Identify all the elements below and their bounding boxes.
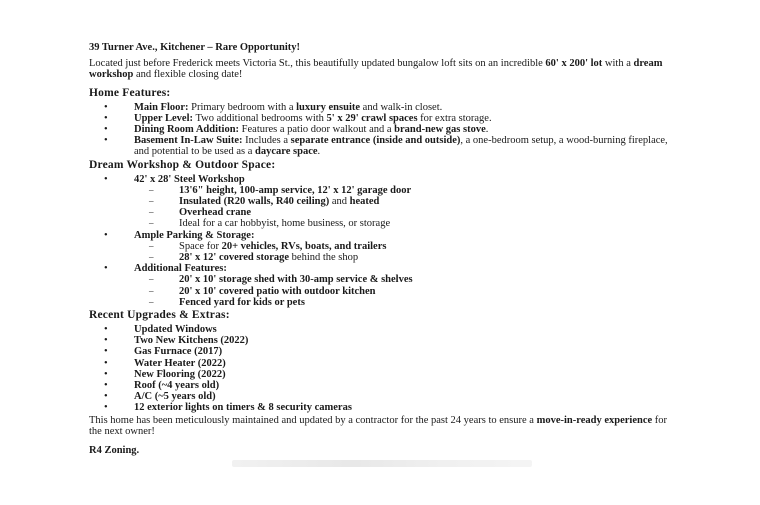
bullet-icon: • <box>104 112 108 124</box>
section-2 <box>89 159 679 308</box>
bullet-icon: • <box>104 101 108 113</box>
bold-text: Gas Furnace (2017) <box>134 346 223 358</box>
listing-intro <box>89 58 679 80</box>
text-run: , a one-bedroom setup, a wood-burning fireplace, and potential to be used as a <box>134 135 668 158</box>
bold-text: 28' x 12' covered storage <box>179 252 290 264</box>
text-run: Features a patio door walkout and a <box>239 124 395 136</box>
bullet-icon: • <box>104 402 108 414</box>
bold-text: New Flooring (2022) <box>134 368 226 380</box>
text-run: behind the shop <box>289 252 359 264</box>
text-run: Located just before Frederick meets Victoria St., this beautifully updated bungalow loft sits on an incredible <box>89 58 546 70</box>
text-run: for the next owner! <box>89 414 668 437</box>
bullet-icon: • <box>104 380 108 392</box>
bold-text: 20+ vehicles, RVs, boats, and trailers <box>221 240 387 252</box>
sub-list-item-text <box>179 274 413 285</box>
section-heading: Home Features: <box>89 86 171 99</box>
text-run: . <box>485 124 489 136</box>
text-run: Includes a <box>242 135 291 147</box>
bold-text: Upper Level: <box>134 112 194 124</box>
bold-text: 20' x 10' covered patio with outdoor kitchen <box>179 285 376 297</box>
list-item <box>89 263 679 308</box>
dash-bullet-icon: – <box>149 252 154 263</box>
sub-list-item-text <box>179 185 411 196</box>
sub-list-item-text <box>179 207 251 218</box>
list-item <box>89 380 679 391</box>
dash-bullet-icon: – <box>149 184 154 195</box>
bold-text: Dining Room Addition: <box>134 124 240 136</box>
bullet-list <box>89 174 679 308</box>
sub-list-item <box>89 196 679 207</box>
list-item <box>89 174 679 230</box>
bold-text: dream workshop <box>89 58 663 81</box>
sub-bullet-list <box>134 241 679 263</box>
list-item-text <box>134 324 217 335</box>
bullet-icon: • <box>104 346 108 358</box>
list-item <box>89 402 679 413</box>
dash-bullet-icon: – <box>149 196 154 207</box>
text-run: Primary bedroom with a <box>188 101 297 113</box>
bullet-icon: • <box>104 391 108 403</box>
list-item-text <box>134 263 227 274</box>
bullet-icon: • <box>104 324 108 336</box>
sub-list-item <box>89 252 679 263</box>
sub-list-item <box>89 185 679 196</box>
feature-sections <box>89 87 679 414</box>
section-1 <box>89 87 679 158</box>
list-item-text <box>134 102 442 113</box>
bold-text: move-in-ready experience <box>536 414 653 426</box>
bold-text: 20' x 10' storage shed with 30-amp service & shelves <box>179 274 413 286</box>
listing-title: 39 Turner Ave., Kitchener – Rare Opportunity! <box>89 42 300 53</box>
list-item-text <box>134 346 222 357</box>
list-item <box>89 358 679 369</box>
bold-text: Additional Features: <box>134 263 227 275</box>
section-3 <box>89 309 679 414</box>
bold-text: 42' x 28' Steel Workshop <box>134 173 245 185</box>
bold-text: Two New Kitchens (2022) <box>134 335 249 347</box>
sub-list-item-text <box>179 286 376 297</box>
list-item <box>89 346 679 357</box>
sub-list-item <box>89 207 679 218</box>
list-item <box>89 391 679 402</box>
bold-text: Water Heater (2022) <box>134 357 226 369</box>
list-item-text <box>134 391 216 402</box>
list-item <box>89 335 679 346</box>
faint-footer-text <box>232 460 532 467</box>
bold-text: Fenced yard for kids or pets <box>179 296 305 308</box>
bold-text: A/C (~5 years old) <box>134 391 216 403</box>
list-item-text <box>134 174 245 185</box>
sub-list-item <box>89 218 679 229</box>
bold-text: Updated Windows <box>134 324 217 336</box>
list-item-text <box>134 369 226 380</box>
bold-text: Insulated (R20 walls, R40 ceiling) <box>179 196 330 208</box>
text-run: Ideal for a car hobbyist, home business, or storage <box>179 218 391 230</box>
list-item <box>89 369 679 380</box>
list-item-text <box>134 124 488 135</box>
list-item-text <box>134 335 248 346</box>
bullet-list <box>89 324 679 414</box>
text-run: This home has been meticulously maintained and updated by a contractor for the past 24 years to ensure a <box>89 414 537 426</box>
text-run: and <box>329 196 350 208</box>
closing-paragraph <box>89 415 679 437</box>
text-run: with a <box>602 58 634 70</box>
bullet-icon: • <box>104 229 108 241</box>
dash-bullet-icon: – <box>149 218 154 229</box>
bold-text: luxury ensuite <box>296 101 361 113</box>
bullet-icon: • <box>104 335 108 347</box>
list-item <box>89 113 679 124</box>
sub-list-item-text <box>179 196 379 207</box>
bold-text: Basement In-Law Suite: <box>134 135 243 147</box>
sub-bullet-list <box>134 185 679 230</box>
sub-list-item <box>89 286 679 297</box>
bold-text: Roof (~4 years old) <box>134 380 220 392</box>
bullet-icon: • <box>104 368 108 380</box>
list-item <box>89 324 679 335</box>
dash-bullet-icon: – <box>149 296 154 307</box>
bullet-icon: • <box>104 357 108 369</box>
sub-list-item-text <box>179 241 386 252</box>
bullet-icon: • <box>104 135 108 147</box>
sub-bullet-list <box>134 274 679 308</box>
bullet-icon: • <box>104 173 108 185</box>
bullet-list <box>89 102 679 158</box>
listing-document <box>89 42 679 456</box>
bold-text: 13'6" height, 100-amp service, 12' x 12' garage door <box>179 184 412 196</box>
list-item-text <box>134 135 668 157</box>
zoning-note: R4 Zoning. <box>89 445 140 457</box>
sub-list-item <box>89 241 679 252</box>
text-run: and flexible closing date! <box>133 69 243 81</box>
bold-text: heated <box>349 196 380 208</box>
text-run: for extra storage. <box>417 112 492 124</box>
section-heading: Recent Upgrades & Extras: <box>89 309 230 322</box>
dash-bullet-icon: – <box>149 240 154 251</box>
sub-list-item <box>89 274 679 285</box>
sub-list-item-text <box>179 218 390 229</box>
list-item <box>89 102 679 113</box>
bullet-icon: • <box>104 124 108 136</box>
text-run: . <box>317 146 321 158</box>
bold-text: 5' x 29' crawl spaces <box>326 112 418 124</box>
text-run: and walk-in closet. <box>360 101 443 113</box>
dash-bullet-icon: – <box>149 285 154 296</box>
bullet-icon: • <box>104 263 108 275</box>
bold-text: daycare space <box>255 146 318 158</box>
bold-text: Ample Parking & Storage: <box>134 229 255 241</box>
list-item <box>89 135 679 157</box>
bold-text: Main Floor: <box>134 101 189 113</box>
bold-text: separate entrance (inside and outside) <box>290 135 461 147</box>
list-item-text <box>134 230 254 241</box>
list-item-text <box>134 380 219 391</box>
list-item-text <box>134 113 492 124</box>
list-item <box>89 124 679 135</box>
text-run: Two additional bedrooms with <box>193 112 327 124</box>
dash-bullet-icon: – <box>149 207 154 218</box>
dash-bullet-icon: – <box>149 274 154 285</box>
sub-list-item <box>89 297 679 308</box>
sub-list-item-text <box>179 252 358 263</box>
list-item-text <box>134 358 226 369</box>
list-item-text <box>134 402 352 413</box>
text-run: Space for <box>179 240 222 252</box>
section-heading: Dream Workshop & Outdoor Space: <box>89 158 276 171</box>
bold-text: Overhead crane <box>179 207 252 219</box>
bold-text: 60' x 200' lot <box>545 58 603 70</box>
bold-text: 12 exterior lights on timers & 8 security cameras <box>134 402 352 414</box>
list-item <box>89 230 679 264</box>
bold-text: brand-new gas stove <box>394 124 486 136</box>
sub-list-item-text <box>179 297 305 308</box>
